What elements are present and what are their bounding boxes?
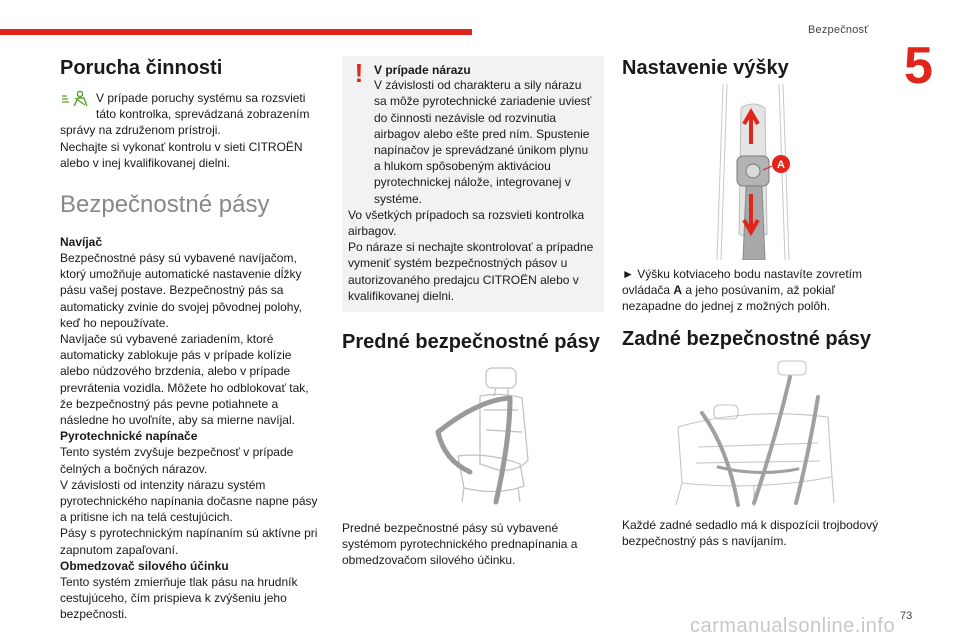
rear-seat-illustration	[668, 357, 838, 507]
warning-text: V prípade poruchy systému sa rozsvieti táto kontrolka, sprevádzaná zobrazením správy na združenom prístroji.	[60, 91, 310, 138]
pretensioner-text-2: V závislosti od intenzity nárazu systém pyrotechnického napínania dočasne napne pásy a pritisne ich na telá cestujúcich.	[60, 477, 318, 525]
front-seat-illustration	[398, 360, 548, 510]
crash-warning-heading: V prípade nárazu	[374, 63, 471, 77]
retractor-text: Bezpečnostné pásy sú vybavené navíjačom, ktorý umožňuje automatické nastavenie dĺžky pásu vašej postave. Bezpečnostný pás sa automaticky zvinie do svojej pôvodnej polohy, keď ho nepoužívate.	[60, 251, 302, 330]
heading-height-adjust: Nastavenie výšky	[622, 57, 789, 79]
retractor-text-2: Navíjače sú vybavené zariadením, ktoré automaticky zablokuje pás v prípade kolízie alebo núdzového brzdenia, alebo v prípade prevrátenia vozidla. Môžete ho odblokovať tak, že bezpečnostný pás pevne potiahnete a následne ho uvoľníte, aby sa mierne navíjal.	[60, 332, 309, 428]
pretensioner-text: Tento systém zvyšuje bezpečnosť v prípade čelných a bočných nárazov.	[60, 445, 294, 476]
page-number: 73	[900, 610, 913, 622]
seatbelt-warning-icon	[60, 90, 92, 108]
column-left	[60, 56, 322, 623]
front-belts-text: Predné bezpečnostné pásy sú vybavené systémom pyrotechnického prednapínania a obmedzovačom silového účinku.	[342, 521, 578, 568]
pretensioner-text-3: Pásy s pyrotechnickým napínaním sú aktívne pri zapnutom zapaľovaní.	[60, 526, 318, 557]
crash-warning-text-2: Vo všetkých prípadoch sa rozsvieti kontrolka airbagov.	[348, 207, 585, 239]
callout-a: A	[777, 159, 785, 171]
section-title: Bezpečnosť	[808, 24, 869, 36]
warning-paragraph	[60, 90, 322, 171]
warning-text-2: Nechajte si vykonať kontrolu v sieti CITROËN alebo v inej kvalifikovanej dielni.	[60, 139, 303, 170]
header-bar	[0, 29, 472, 35]
height-adjust-text: ► Výšku kotviaceho bodu nastavíte zovretím ovládača A a jeho posúvaním, až pokiaľ nezapadne do jednej z možných polôh.	[622, 267, 862, 314]
heading-front-belts: Predné bezpečnostné pásy	[342, 331, 600, 354]
heading-rear-belts: Zadné bezpečnostné pásy	[622, 327, 871, 350]
rear-belts-text: Každé zadné sedadlo má k dispozícii trojbodový bezpečnostný pás s navíjaním.	[622, 517, 879, 548]
height-adjust-illustration	[703, 84, 803, 260]
subheading-retractor: Navíjač	[60, 234, 103, 249]
crash-warning-box	[342, 56, 604, 312]
heading-malfunction: Porucha činnosti	[60, 57, 223, 79]
chapter-number: 5	[904, 37, 933, 95]
column-right	[622, 56, 884, 549]
crash-warning-text-1a: V závislosti od charakteru a sily nárazu sa môže pyrotechnické zariadenie uviesť do činnosti nezávisle od rozvinutia airbagov alebo ešte pred ním. Spustenie napínačov je sprevádzané únikom plynu a hlukom spôsobeným aktiváciou pyrotechnickej nálože, integrovanej v systéme.	[374, 78, 592, 206]
subheading-force-limiter: Obmedzovač silového účinku	[60, 558, 229, 573]
column-middle	[342, 56, 604, 569]
exclamation-icon: !	[354, 58, 364, 88]
heading-seatbelts: Bezpečnostné pásy	[60, 191, 270, 219]
watermark: carmanualsonline.info	[690, 615, 896, 637]
subheading-pretensioners: Pyrotechnické napínače	[60, 429, 198, 444]
force-limiter-text: Tento systém zmierňuje tlak pásu na hrudník cestujúceho, čím prispieva k zvýšeniu jeho bezpečnosti.	[60, 575, 298, 622]
crash-warning-text-3: Po náraze si nechajte skontrolovať a prípadne vymeniť systém bezpečnostných pásov u autorizovaného predajcu CITROËN alebo v kvalifikovanej dielni.	[348, 240, 594, 303]
